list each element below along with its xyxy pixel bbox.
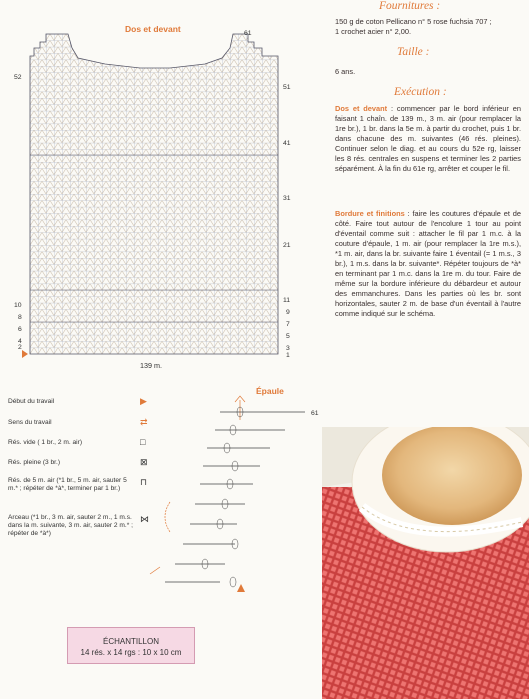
legend-item: [8, 439, 158, 447]
row-number: 11: [283, 297, 291, 304]
open-mesh-icon: □: [140, 437, 146, 447]
row-number: 2: [18, 344, 22, 351]
row-number: 21: [283, 242, 291, 249]
chain-space-icon: ⊓: [140, 477, 148, 487]
body-outline: [30, 34, 278, 354]
fournitures-line: 1 crochet acier n° 2,00.: [335, 27, 412, 36]
execution-heading: Exécution :: [394, 86, 447, 98]
row-number: 8: [18, 314, 22, 321]
taille-value: 6 ans.: [335, 67, 356, 76]
arch-icon: ⋈: [140, 514, 149, 524]
start-arrow-icon: [22, 350, 28, 358]
row-number: 61: [311, 410, 319, 417]
bordure-text: : faire les coutures d'épaule et de côté. Faire tout autour de l'encolure 1 tour au point d'éventail comme suit : attacher le fil par 1 m.c. à la couture d'épaule, 1 m. air (pour remplacer la 1re m.s.), *1 m. air, dans la br. suivante faire 1 éventail (= 1 m.s., 3 br.), 1 m.s. dans la br. suivante*. Répéter toujours de *à* en terminant par 1 m.c. dans la 1re m. du tour. Faire de même sur la bordure inférieure du débardeur et autour des emmanchures. Dans les parties où les br. sont horizontales, sauter 2 m. de base d'un éventail à l'autre comme indiqué sur le schéma.: [335, 209, 521, 318]
width-label: 139 m.: [140, 361, 162, 370]
taille-heading: Taille :: [397, 46, 430, 58]
fournitures-line: 150 g de coton Pellicano n° 5 rose fuchsia 707 ;: [335, 17, 492, 26]
row-number: 6: [18, 326, 22, 333]
row-number: 51: [283, 84, 291, 91]
dos-devant-text: : commencer par le bord inférieur en faisant 1 chaîn. de 139 m., 3 m. air (pour remplacer la 1re br.), 1 br. dans la 5e m. à partir du crochet, puis 1 br. dans chacune des m. suivantes (46 rés. pleines). Continuer selon le diag. et au cours du 52e rg, laisser les 8 rés. centrales en suspens et terminer les 2 parties séparément. À la fin du 61e rg, arrêter et couper le fil.: [335, 104, 521, 173]
photo-illustration: [322, 427, 529, 699]
row-number: 9: [286, 309, 290, 316]
fournitures-text: [335, 17, 521, 37]
row-number: 31: [283, 195, 291, 202]
direction-arrows-icon: ⇄: [140, 417, 148, 427]
row-number: 61: [244, 30, 252, 37]
row-number: 1: [286, 352, 290, 359]
start-arrow-icon: [237, 584, 245, 592]
bordure-paragraph: [335, 209, 521, 319]
legend-item: [8, 514, 136, 538]
echantillon-value: 14 rés. x 14 rgs : 10 x 10 cm: [80, 648, 182, 657]
legend-item: [8, 398, 158, 406]
dos-devant-paragraph: [335, 104, 521, 174]
dos-devant-title: Dos et devant: [335, 104, 388, 113]
row-number: 7: [286, 321, 290, 328]
legend-label: Rés. vide ( 1 br., 2 m. air): [8, 439, 83, 446]
legend-label: Sens du travail: [8, 419, 52, 426]
diagram-title: Dos et devant: [125, 24, 181, 34]
legend-label: Début du travail: [8, 398, 55, 405]
bordure-title: Bordure et finitions: [335, 209, 405, 218]
garment-photo: [322, 427, 529, 699]
crochet-grid-diagram: [0, 0, 300, 372]
echantillon-title: ÉCHANTILLON: [102, 637, 159, 646]
echantillon-box: [67, 627, 195, 664]
start-marker-icon: ▶: [140, 396, 147, 406]
legend-label: Rés. de 5 m. air (*1 br., 5 m. air, sauter 5 m.* ; répéter de *à*, terminer par 1 br.): [8, 477, 127, 492]
row-number: 52: [14, 74, 22, 81]
solid-mesh-icon: ⊠: [140, 457, 148, 467]
legend-label: Arceau (*1 br., 3 m. air, sauter 2 m., 1 m.s. dans la m. suivante, 3 m. air, sauter 2 m.* ; répéter de *à*): [8, 514, 133, 537]
fournitures-heading: Fournitures :: [379, 0, 441, 12]
row-number: 10: [14, 302, 22, 309]
legend-label: Rés. pleine (3 br.): [8, 459, 61, 466]
row-number: 41: [283, 140, 291, 147]
legend-item: [8, 477, 136, 493]
row-number: 4: [18, 338, 22, 345]
shoulder-stitch-diagram: [145, 392, 315, 602]
row-number: 5: [286, 333, 290, 340]
row-number: 3: [286, 345, 290, 352]
legend-item: [8, 459, 158, 467]
legend-item: [8, 419, 158, 427]
epaule-title: Épaule: [256, 386, 284, 396]
